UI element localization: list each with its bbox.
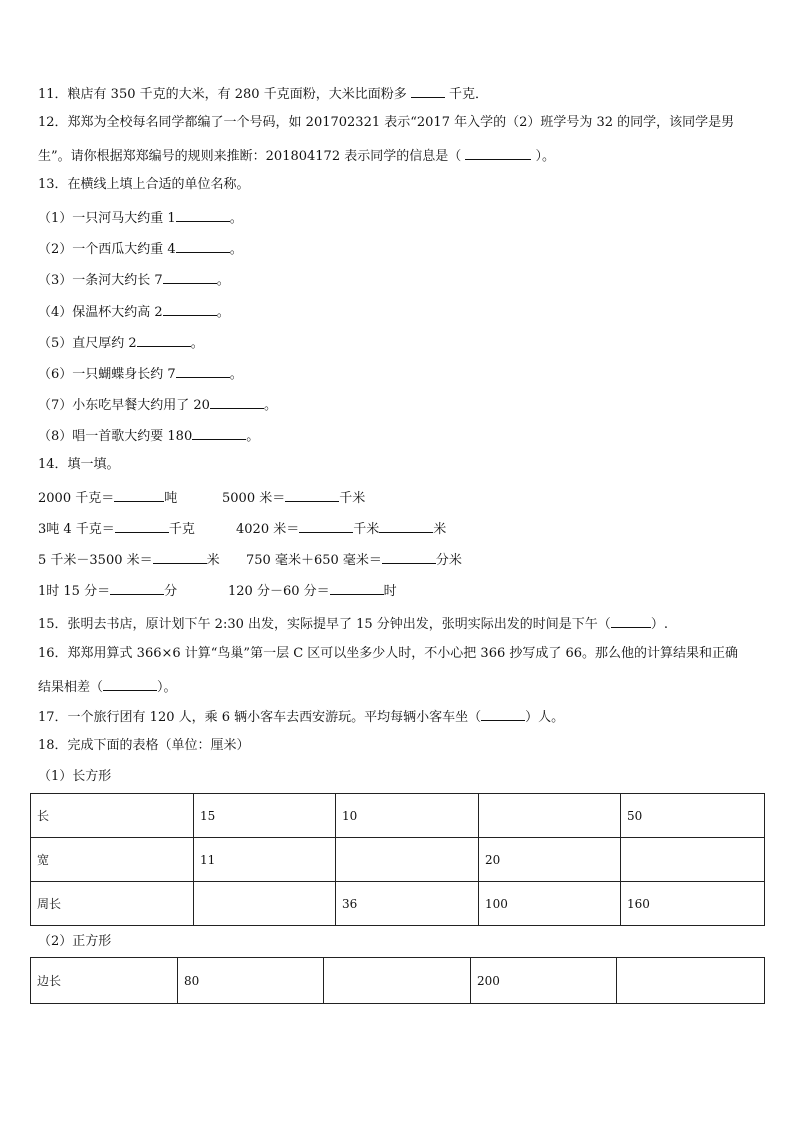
- q14-row-4b: [228, 580, 397, 601]
- question-18-title: 18．完成下面的表格（单位：厘米）: [38, 738, 250, 753]
- question-16-line2: [38, 676, 177, 697]
- q14-blank[interactable]: [114, 487, 164, 502]
- q14-unit: 千米: [339, 491, 366, 506]
- q14-unit: 时: [383, 584, 397, 599]
- q14-blank[interactable]: [382, 549, 436, 564]
- table-cell: 36: [336, 882, 479, 926]
- q12-line2-text: 生”。请你根据郑郑编号的规则来推断：201804172 表示同学的信息是（: [38, 149, 462, 164]
- row-header: 宽: [31, 838, 194, 882]
- question-12-line2: [38, 145, 555, 166]
- q16-line2-text: 结果相差（: [38, 680, 104, 695]
- q13-item-text: （6）一只蝴蝶身长约 7: [38, 367, 176, 382]
- q13-end: 。: [216, 305, 230, 320]
- table-cell: 20: [479, 838, 621, 882]
- q14-row-1a: [38, 487, 177, 508]
- q13-end: 。: [229, 211, 243, 226]
- q14-row-2a: [38, 518, 195, 539]
- question-17: [38, 706, 564, 727]
- q15-after: ）.: [650, 617, 668, 632]
- q17-text: 17．一个旅行团有 120 人，乘 6 辆小客车去西安游玩。平均每辆小客车坐（: [38, 710, 482, 725]
- q14-unit: 米: [206, 553, 220, 568]
- q14-row-1b: [222, 487, 365, 508]
- table-cell: 11: [194, 838, 336, 882]
- q14-expr: 2000 千克＝: [38, 491, 115, 506]
- q13-end: 。: [263, 398, 277, 413]
- q14-blank[interactable]: [110, 580, 164, 595]
- question-14-title: 14．填一填。: [38, 457, 120, 472]
- q16-blank[interactable]: [103, 676, 157, 691]
- q14-expr: 1时 15 分＝: [38, 584, 111, 599]
- table-cell: 200: [471, 958, 617, 1004]
- q13-item-text: （2）一个西瓜大约重 4: [38, 242, 176, 257]
- q14-unit: 分: [164, 584, 178, 599]
- q14-expr: 3吨 4 千克＝: [38, 522, 115, 537]
- q13-end: 。: [216, 273, 230, 288]
- q14-expr: 120 分－60 分＝: [228, 584, 330, 599]
- table-cell: 15: [194, 794, 336, 838]
- q14-expr: 750 毫米＋650 毫米＝: [246, 553, 382, 568]
- q14-row-3a: [38, 549, 220, 570]
- q13-blank[interactable]: [163, 301, 217, 316]
- q12-blank[interactable]: [465, 145, 531, 160]
- rectangle-table: [30, 793, 765, 926]
- q16-after: ）。: [157, 680, 177, 695]
- q13-blank[interactable]: [163, 269, 217, 284]
- row-header: 边长: [31, 958, 178, 1004]
- table-cell-blank[interactable]: [324, 958, 471, 1004]
- q13-item: [38, 363, 243, 384]
- q14-row-4a: [38, 580, 177, 601]
- q13-blank[interactable]: [137, 332, 191, 347]
- q13-item-text: （1）一只河马大约重 1: [38, 211, 176, 226]
- q13-end: 。: [190, 336, 204, 351]
- q13-item: [38, 207, 243, 228]
- table-cell-blank[interactable]: [336, 838, 479, 882]
- q14-unit: 米: [433, 522, 447, 537]
- q13-item: [38, 425, 259, 446]
- q11-text: 11．粮店有 350 千克的大米，有 280 千克面粉，大米比面粉多: [38, 87, 407, 102]
- q13-item: [38, 332, 204, 353]
- q13-item-text: （7）小东吃早餐大约用了 20: [38, 398, 210, 413]
- q14-unit: 千米: [353, 522, 380, 537]
- table-cell: 50: [621, 794, 765, 838]
- q14-row-3b: [246, 549, 462, 570]
- question-11: [38, 83, 488, 104]
- table-cell-blank[interactable]: [621, 838, 765, 882]
- q13-item: [38, 301, 230, 322]
- q15-blank[interactable]: [611, 613, 651, 628]
- q14-blank[interactable]: [285, 487, 339, 502]
- row-header: 长: [31, 794, 194, 838]
- table-cell-blank[interactable]: [194, 882, 336, 926]
- q13-item: [38, 394, 277, 415]
- q13-blank[interactable]: [210, 394, 264, 409]
- q18-rectangle-label: （1）长方形: [38, 769, 112, 784]
- q15-text: 15．张明去书店，原计划下午 2:30 出发，实际提早了 15 分钟出发，张明实际出发的时间是下午（: [38, 617, 611, 632]
- table-cell: 80: [178, 958, 324, 1004]
- q14-blank[interactable]: [299, 518, 353, 533]
- q14-expr: 4020 米＝: [236, 522, 300, 537]
- table-row: [31, 794, 765, 838]
- q17-blank[interactable]: [481, 706, 525, 721]
- q14-blank[interactable]: [153, 549, 207, 564]
- q14-unit: 吨: [164, 491, 178, 506]
- q13-end: 。: [229, 367, 243, 382]
- question-16-line1: 16．郑郑用算式 366×6 计算“鸟巢”第一层 C 区可以坐多少人时，不小心把 366 抄写成了 66。那么他的计算结果和正确: [38, 646, 739, 661]
- table-cell: 160: [621, 882, 765, 926]
- table-row: [31, 838, 765, 882]
- row-header: 周长: [31, 882, 194, 926]
- question-15: [38, 613, 668, 634]
- q12-after: ）。: [535, 149, 556, 164]
- q13-item-text: （4）保温杯大约高 2: [38, 305, 163, 320]
- square-table: [30, 957, 765, 1004]
- q13-item-text: （8）唱一首歌大约要 180: [38, 429, 193, 444]
- q14-blank[interactable]: [330, 580, 384, 595]
- q13-blank[interactable]: [176, 207, 230, 222]
- q13-end: 。: [246, 429, 260, 444]
- q13-item-text: （3）一条河大约长 7: [38, 273, 163, 288]
- q11-after: 千克．: [448, 87, 488, 102]
- q13-blank[interactable]: [176, 238, 230, 253]
- q17-after: ）人。: [525, 710, 565, 725]
- q11-blank[interactable]: [411, 83, 445, 98]
- q14-blank[interactable]: [115, 518, 169, 533]
- q13-end: 。: [229, 242, 243, 257]
- table-cell-blank[interactable]: [617, 958, 765, 1004]
- question-13-title: 13．在横线上填上合适的单位名称。: [38, 177, 250, 192]
- q14-expr: 5 千米－3500 米＝: [38, 553, 153, 568]
- table-cell: 100: [479, 882, 621, 926]
- q13-item-text: （5）直尺厚约 2: [38, 336, 137, 351]
- q18-square-label: （2）正方形: [38, 934, 112, 949]
- q14-unit: 千克: [168, 522, 195, 537]
- q13-blank[interactable]: [192, 425, 246, 440]
- q13-blank[interactable]: [176, 363, 230, 378]
- q14-row-2b: [236, 518, 446, 539]
- table-row: [31, 958, 765, 1004]
- q14-expr: 5000 米＝: [222, 491, 286, 506]
- question-12-line1: 12．郑郑为全校每名同学都编了一个号码，如 201702321 表示“2017 年入学的（2）班学号为 32 的同学，该同学是男: [38, 115, 735, 130]
- table-row: [31, 882, 765, 926]
- q13-item: [38, 269, 230, 290]
- table-cell: 10: [336, 794, 479, 838]
- q14-unit: 分米: [435, 553, 462, 568]
- q14-blank[interactable]: [379, 518, 433, 533]
- q13-item: [38, 238, 243, 259]
- table-cell-blank[interactable]: [479, 794, 621, 838]
